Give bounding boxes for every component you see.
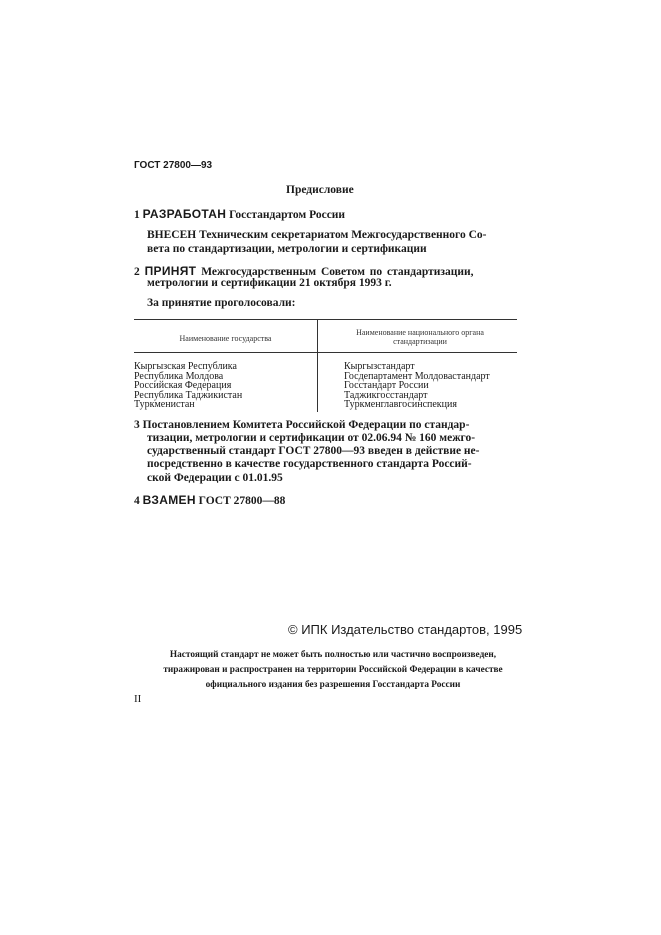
item-3-line-1 bbox=[134, 419, 469, 431]
item-4-label: ВЗАМЕН bbox=[142, 493, 196, 507]
item-submitted-line-2: вета по стандартизации, метрологии и сертификации bbox=[147, 243, 427, 255]
item-2-label: ПРИНЯТ bbox=[144, 264, 197, 278]
item-3-number: 3 bbox=[134, 419, 140, 431]
item-1-label: РАЗРАБОТАН bbox=[142, 207, 227, 221]
item-3-line-5: ской Федерации с 01.01.95 bbox=[147, 472, 283, 484]
item-1 bbox=[134, 207, 345, 221]
item-4-text: ГОСТ 27800—88 bbox=[195, 495, 286, 507]
table-top-rule bbox=[134, 319, 517, 320]
table-header-rule bbox=[134, 352, 517, 353]
table-row-state: Туркменистан bbox=[134, 399, 195, 411]
item-submitted-line-1: ВНЕСЕН Техническим секретариатом Межгосударственного Со- bbox=[147, 229, 487, 241]
table-column-divider bbox=[317, 320, 318, 412]
item-3-line-4: посредственно в качестве государственного стандарта Россий- bbox=[147, 458, 472, 470]
table-header-state: Наименование государства bbox=[179, 334, 272, 343]
notice-line-3: официального издания без разрешения Госстандарта России bbox=[205, 680, 461, 690]
table-row-organ: Туркменглавгосинспекция bbox=[344, 399, 457, 411]
page-number: II bbox=[134, 693, 142, 705]
table-row-state: Республика Молдова bbox=[134, 370, 224, 382]
table-row-organ: Таджикгосстандарт bbox=[344, 389, 428, 401]
item-3-line-2: тизации, метрологии и сертификации от 02.06.94 № 160 межго- bbox=[147, 432, 476, 444]
item-1-number: 1 bbox=[134, 209, 140, 221]
item-2-text: Межгосударственным Советом по стандартизации, bbox=[196, 266, 474, 278]
table-header-organ: Наименование национального органа стандартизации bbox=[356, 328, 484, 346]
table-row-state: Российская Федерация bbox=[134, 380, 232, 392]
table-row-organ: Госстандарт России bbox=[344, 380, 429, 392]
item-2-line-1 bbox=[134, 264, 474, 278]
notice-line-2: тиражирован и распространен на территории Российской Федерации в качестве bbox=[163, 665, 503, 675]
item-1-text: Госстандартом России bbox=[226, 209, 346, 221]
table-row-state: Кыргызская Республика bbox=[134, 361, 237, 372]
copyright-line: © ИПК Издательство стандартов, 1995 bbox=[288, 622, 523, 637]
item-3-text: Постановлением Комитета Российской Федерации по стандар- bbox=[142, 419, 470, 431]
notice-line-1: Настоящий стандарт не может быть полностью или частично воспроизведен, bbox=[169, 650, 497, 660]
table-row-organ: Кыргызстандарт bbox=[344, 361, 415, 372]
document-header: ГОСТ 27800—93 bbox=[134, 160, 213, 171]
item-4 bbox=[134, 493, 285, 507]
voting-intro: За принятие проголосовали: bbox=[147, 297, 296, 309]
table-col-state bbox=[134, 362, 242, 410]
reproduction-notice bbox=[133, 648, 533, 693]
item-2-number: 2 bbox=[134, 266, 140, 278]
item-2-line-2: метрологии и сертификации 21 октября 1993 г. bbox=[147, 277, 392, 289]
item-3-line-3: сударственный стандарт ГОСТ 27800—93 введен в действие не- bbox=[147, 445, 480, 457]
section-title: Предисловие bbox=[286, 184, 354, 196]
table-col-organ bbox=[344, 362, 490, 410]
table-row-state: Республика Таджикистан bbox=[134, 389, 243, 401]
table-row-organ: Госдепартамент Молдовастандарт bbox=[344, 370, 490, 382]
item-4-number: 4 bbox=[134, 495, 140, 507]
